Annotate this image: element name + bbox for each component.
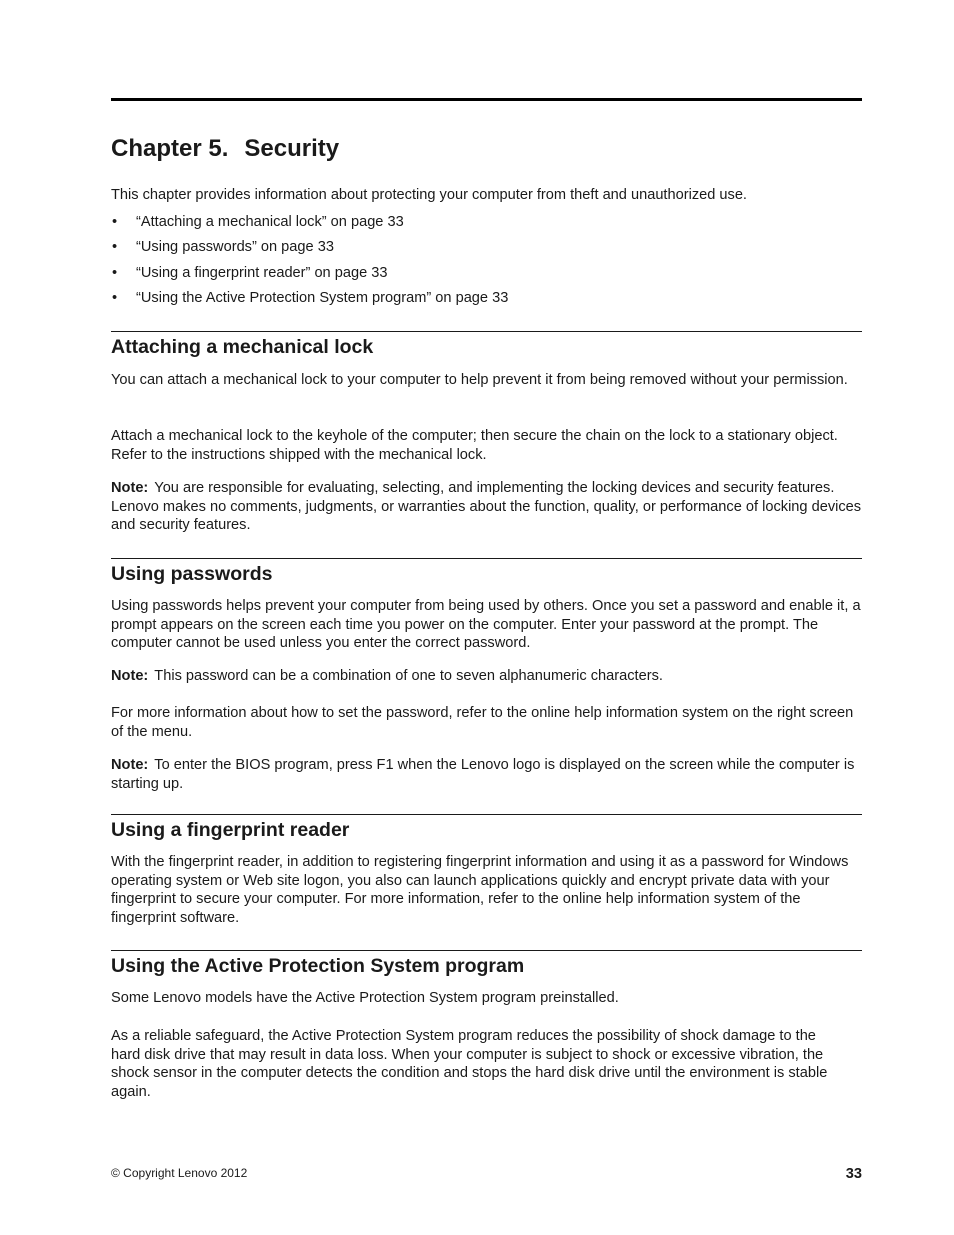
fingerprint-paragraph-1: With the fingerprint reader, in addition to registering fingerprint information and using it as a password for Windows operating system or Web site logon, you also can launch applications quickly and encrypt private data with your fingerprint to secure your computer. For more information, refer to the online help information system of the fingerprint software. <box>111 854 849 926</box>
heading-passwords: Using passwords <box>111 563 273 585</box>
section-divider <box>111 558 862 559</box>
heading-active-protection: Using the Active Protection System program <box>111 955 525 977</box>
passwords-note-2: Note: To enter the BIOS program, press F1 when the Lenovo logo is displayed on the screen while the computer is starting up. <box>111 757 855 792</box>
topic-link-lock[interactable]: • “Attaching a mechanical lock” on page 33 <box>112 214 404 230</box>
bullet-icon: • <box>112 239 118 256</box>
lock-note: Note: You are responsible for evaluating, selecting, and implementing the locking devices and security features. Lenovo makes no comments, judgments, or warranties about the function, quality, or performance of locking devices and security features. <box>111 480 862 534</box>
bullet-icon: • <box>112 289 118 306</box>
bullet-icon: • <box>112 214 118 230</box>
bullet-icon: • <box>112 264 118 281</box>
chapter-number: Chapter 5. <box>111 135 229 162</box>
chapter-topic-list <box>111 213 508 314</box>
heading-fingerprint-reader: Using a fingerprint reader <box>111 819 350 841</box>
chapter-title <box>111 135 339 163</box>
lock-paragraph-1: You can attach a mechanical lock to your computer to help prevent it from being removed without your permission. <box>111 372 848 388</box>
note-label: Note: <box>111 480 149 496</box>
topic-link-aps[interactable]: • “Using the Active Protection System program” on page 33 <box>112 289 509 306</box>
document-page <box>111 0 862 1235</box>
aps-paragraph-2: As a reliable safeguard, the Active Protection System program reduces the possibility of shock damage to the hard disk drive that may result in data loss. When your computer is subject to shock or excessive vibration, the shock sensor in the computer detects the condition and stops the hard disk drive until the environment is stable again. <box>111 1028 828 1100</box>
footer-copyright: © Copyright Lenovo 2012 <box>111 1166 248 1180</box>
note-label: Note: <box>111 757 149 773</box>
chapter-top-rule <box>111 98 862 101</box>
chapter-intro: This chapter provides information about protecting your computer from theft and unauthorized use. <box>111 187 747 203</box>
heading-mechanical-lock: Attaching a mechanical lock <box>111 336 374 358</box>
passwords-paragraph-2: For more information about how to set the password, refer to the online help information system on the right screen of the menu. <box>111 705 854 740</box>
aps-paragraph-1: Some Lenovo models have the Active Protection System program preinstalled. <box>111 990 619 1006</box>
passwords-note-1: Note: This password can be a combination of one to seven alphanumeric characters. <box>111 668 663 684</box>
section-divider <box>111 331 862 332</box>
section-divider <box>111 814 862 815</box>
topic-link-fingerprint[interactable]: • “Using a fingerprint reader” on page 33 <box>112 264 388 281</box>
section-divider <box>111 950 862 951</box>
passwords-paragraph-1: Using passwords helps prevent your computer from being used by others. Once you set a password and enable it, a prompt appears on the screen each time you power on the computer. Enter your password at the prompt. The computer cannot be used unless you enter the correct password. <box>111 598 861 652</box>
page-number: 33 <box>845 1166 862 1182</box>
topic-link-passwords[interactable]: • “Using passwords” on page 33 <box>112 239 334 256</box>
lock-paragraph-2: Attach a mechanical lock to the keyhole of the computer; then secure the chain on the lock to a stationary object. Refer to the instructions shipped with the mechanical lock. <box>111 428 838 463</box>
note-label: Note: <box>111 668 149 684</box>
chapter-name: Security <box>244 135 340 162</box>
